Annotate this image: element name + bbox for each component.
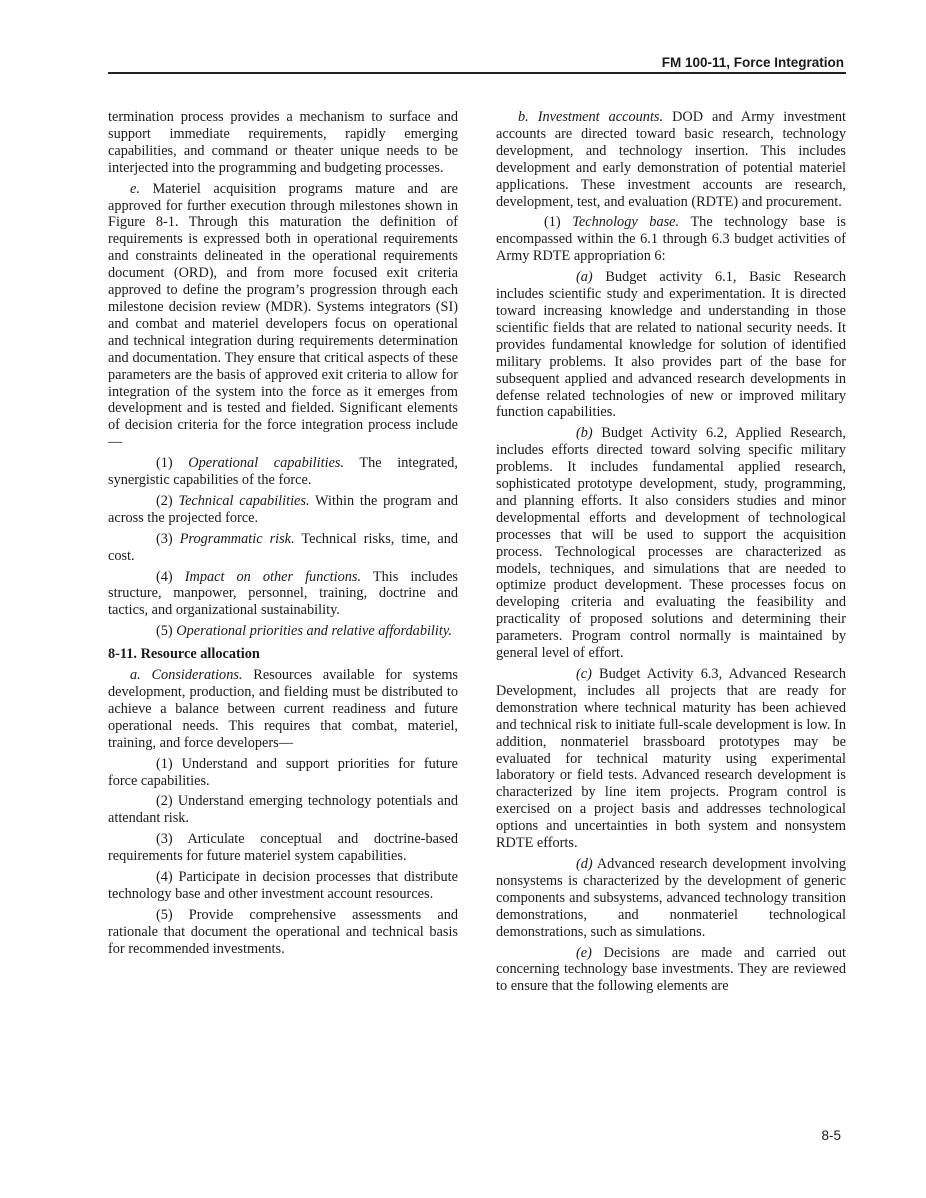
left-column: [108, 109, 458, 962]
subparagraph-a: (a) Budget activity 6.1, Basic Research includes scientific study and experimentation. It is directed toward increasing knowledge and understanding in those scientific fields that are related to national security needs. It provides fundamental knowledge for solution of identified military problems. It also provides part of the base for subsequent applied and advanced research developments in defense related technologies of new or improved military function capabilities.: [496, 269, 847, 421]
subparagraph-e: (e) Decisions are made and carried out concerning technology base investments. They are reviewed to ensure that the following elements are: [496, 944, 846, 995]
consideration-item-2: (2) Understand emerging technology potentials and attendant risk.: [108, 793, 458, 827]
consideration-item-4: (4) Participate in decision processes that distribute technology base and other investment account resources.: [108, 869, 458, 902]
paragraph-b: b. Investment accounts. DOD and Army investment accounts are directed toward basic research, technology development, and technology insertion. This includes development and early demonstration of potential materiel applications. These investment accounts are research, development, test, and evaluation (RDTE) and procurement.: [496, 109, 847, 210]
paragraph-a: a. Considerations. Resources available for systems development, production, and fielding must be distributed to achieve a balance between current readiness and future operational needs. This requires that combat, materiel, training, and force developers—: [108, 667, 458, 751]
criteria-item-1: (1) Operational capabilities. The integrated, synergistic capabilities of the force.: [108, 455, 458, 489]
header-rule: [108, 72, 846, 74]
running-header: FM 100-11, Force Integration: [661, 55, 844, 70]
consideration-item-5: (5) Provide comprehensive assessments and rationale that document the operational and technical basis for recommended investments.: [108, 906, 458, 957]
criteria-item-5: (5) Operational priorities and relative affordability.: [156, 623, 452, 640]
subparagraph-b: (b) Budget Activity 6.2, Applied Research, includes efforts directed toward solving specific military problems. It includes fundamental applied research, sophisticated prototype development, study, programming, and planning efforts. It also considers studies and minor developmental efforts and development of technological processes that will be used to support the acquisition process. Technological processes are characterized as models, techniques, and simulations that are needed to optimize product development. These processes focus on developing criteria and evaluating the feasibility and practicality of proposed solutions and determining their parameters. Program control normally is maintained by general level of effort.: [496, 425, 846, 662]
paragraph: termination process provides a mechanism to surface and support immediate requirements, rapidly emerging capabilities, and command or theater unique needs to be interjected into the programming and budgeting processes.: [108, 109, 458, 176]
criteria-item-4: (4) Impact on other functions. This includes structure, manpower, personnel, training, doctrine and tactics, and organizational sustainability.: [108, 568, 458, 619]
criteria-item-3: (3) Programmatic risk. Technical risks, time, and cost.: [108, 530, 458, 564]
consideration-item-1: (1) Understand and support priorities for future force capabilities.: [108, 755, 458, 789]
paragraph-text: Materiel acquisition programs mature and are approved for further execution through milestones shown in Figure 8-1. Through this maturation the definition of requirements is expressed both in operational requirements and constraints delineated in the operational requirements document (ORD), and from more focused exit criteria approved to define the program’s progression through each milestone decision review (MDR). Systems integrators (SI) and combat and materiel developers focus on operational and technical integration during requirements determination and documentation. They ensure that critical aspects of these parameters are the basis of approved exit criteria to allow for integration of the system into the force as it emerges from development and is tested and fielded. Significant elements of decision criteria for the force integration process include—: [108, 180, 459, 451]
paragraph-label: e.: [130, 180, 140, 197]
right-column: [496, 109, 846, 999]
consideration-item-3: (3) Articulate conceptual and doctrine-based requirements for future materiel system capabilities.: [108, 831, 458, 865]
criteria-item-2: (2) Technical capabilities. Within the program and across the projected force.: [108, 492, 458, 526]
subparagraph-d: (d) Advanced research development involving nonsystems is characterized by the development of generic components and subsystems, advanced technology transition demonstrations, and nonmateriel technological demonstrations, such as simulations.: [496, 855, 846, 940]
page-number: 8-5: [821, 1128, 841, 1143]
subparagraph-c: (c) Budget Activity 6.3, Advanced Research Development, includes all projects that are ready for demonstration where technical maturity has been achieved and technical risk to initiate full-scale development is low. In addition, nonmateriel brassboard prototypes may be evaluated for technical maturity using experimental laboratory or field tests. Advanced research development is characterized by line item projects. Program control is exercised on a project basis and addresses technological options and uncertainties in both system and nonsystem RDTE efforts.: [496, 666, 846, 852]
section-heading: 8-11. Resource allocation: [108, 646, 260, 663]
paragraph-e: [108, 181, 458, 452]
technology-base-paragraph: (1) Technology base. The technology base is encompassed within the 6.1 through 6.3 budget activities of Army RDTE appropriation 6:: [496, 214, 846, 265]
